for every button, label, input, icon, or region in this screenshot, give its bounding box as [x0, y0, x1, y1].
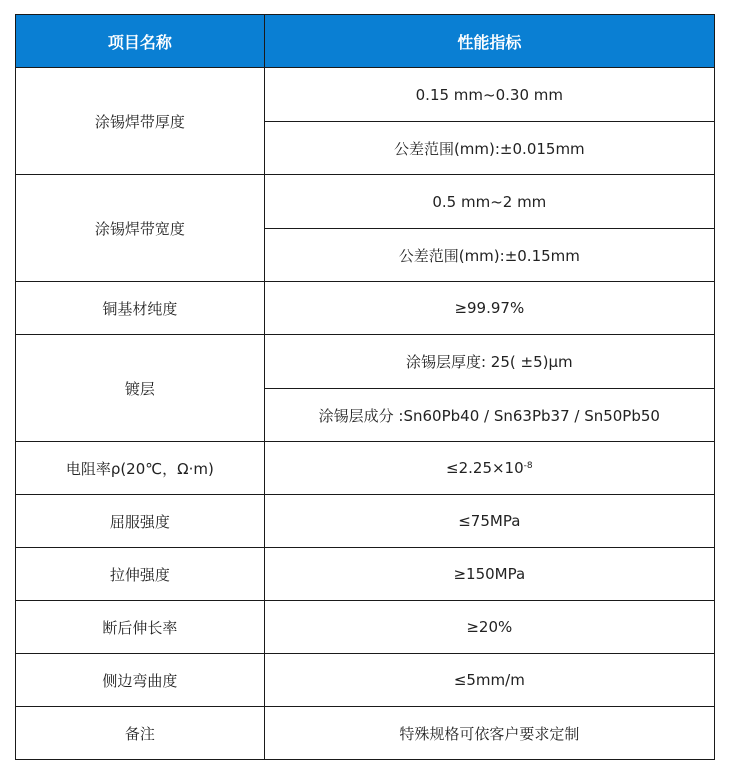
table-row [16, 601, 715, 654]
row-values [265, 654, 715, 706]
row-label: 镀层 [16, 335, 265, 441]
row-value: 涂锡层成分 :Sn60Pb40 / Sn63Pb37 / Sn50Pb50 [265, 388, 714, 441]
row-values [265, 442, 715, 494]
table-row [16, 282, 715, 335]
row-value: ≥99.97% [454, 299, 525, 317]
row-values [265, 175, 715, 281]
row-label: 屈服强度 [16, 495, 265, 547]
row-label: 涂锡焊带宽度 [16, 175, 265, 281]
row-value: ≥20% [466, 618, 513, 636]
table-row [16, 495, 715, 548]
resistivity-base: ≤2.25×10 [446, 459, 524, 477]
row-value: 0.15 mm~0.30 mm [415, 85, 563, 104]
row-value: ≤5mm/m [453, 671, 525, 689]
spec-table [15, 14, 715, 760]
row-label: 断后伸长率 [16, 601, 265, 653]
table-row [16, 707, 715, 760]
table-row [16, 654, 715, 707]
row-label: 电阻率ρ(20℃，Ω·m) [16, 442, 265, 494]
row-value: 公差范围(mm):±0.015mm [265, 121, 714, 174]
row-value: ≤2.25×10 $^{-8}$ [446, 459, 533, 477]
header-performance-index: 性能指标 [265, 15, 715, 67]
row-value: 0.5 mm~2 mm [432, 192, 547, 211]
row-values [265, 601, 715, 653]
row-label: 拉伸强度 [16, 548, 265, 600]
row-label: 备注 [16, 707, 265, 759]
row-values [265, 707, 715, 759]
table-row [16, 335, 715, 442]
table-row [16, 548, 715, 601]
row-value: 公差范围(mm):±0.15mm [265, 228, 714, 281]
row-values [265, 282, 715, 334]
row-label: 侧边弯曲度 [16, 654, 265, 706]
row-values [265, 68, 715, 174]
row-value: 涂锡层厚度: 25( ±5)μm [405, 353, 573, 371]
row-values [265, 335, 715, 441]
row-values [265, 548, 715, 600]
row-values [265, 495, 715, 547]
table-header-row [16, 15, 715, 68]
row-label: 涂锡焊带厚度 [16, 68, 265, 174]
row-value: ≤75MPa [458, 512, 521, 530]
row-value: 特殊规格可依客户要求定制 [399, 724, 580, 743]
header-item-name: 项目名称 [16, 15, 265, 67]
table-row [16, 68, 715, 175]
table-row [16, 442, 715, 495]
row-label: 铜基材纯度 [16, 282, 265, 334]
table-row [16, 175, 715, 282]
row-value: ≥150MPa [453, 565, 526, 583]
